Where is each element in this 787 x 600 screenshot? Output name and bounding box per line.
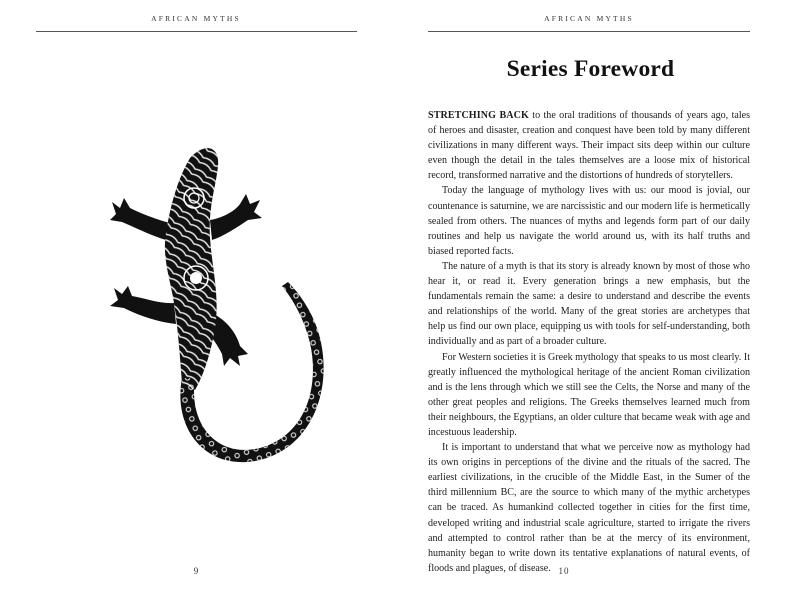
paragraph-5: It is important to understand that what we perceive now as mythology had its own origins in perceptions of the divine and the rituals of the sacred. The earliest civilizations, in the crucible of the Middle East, in the Sumer of the third millennium BC, are the source to which many of the mythic archetypes can be traced. As humankind collected together in cities for the first time, developed writing and industrial scale agriculture, started to irrigate the rivers and attempted to control rather than be at the mercy of its environment, humanity began to write down its tentative explanations of natural events, of floods and plagues, of disease. — [428, 442, 750, 574]
left-page — [0, 0, 393, 600]
paragraph-2: Today the language of mythology lives with us: our mood is jovial, our countenance is saturnine, we are narcissistic and our modern life is hermetically sealed from others. The nuances of myths and legends form part of our daily routines and help us navigate the world around us, with its half truths and biased reported facts. — [428, 185, 750, 257]
right-page-number: 10 — [558, 566, 570, 576]
paragraph-1-text: to the oral traditions of thousands of years ago, tales of heroes and disaster, creation and conquest have been told by many different civilizations in many different ways. Their impact sits deep within our culture even though the detail in the tales themselves are a loose mix of historical record, transformed narrative and the distortions of hundreds of storytellers. — [428, 110, 750, 182]
right-running-head: AFRICAN MYTHS — [544, 14, 634, 23]
paragraph-4: For Western societies it is Greek mythology that speaks to us most clearly. It greatly influenced the mythological heritage of the ancient Roman civilization and is the lens through which we still see the Celts, the Norse and many of the other great peoples and religions. The Greeks themselves learned much from their neighbours, the Egyptians, an older culture that became weak with age and incestuous leadership. — [428, 351, 750, 438]
paragraph-3: The nature of a myth is that its story is already known by most of those who hear it, or read it. Every generation brings a new emphasis, but the fundamentals remain the same: a desire to understand and describe the events and relationships of the world. Many of the great stories are archetypes that help us find our own place, equipping us with tools for self-understanding, both individually and as part of a broader culture. — [428, 260, 750, 348]
lead-in: STRETCHING BACK — [428, 110, 529, 121]
right-header-rule — [428, 31, 750, 32]
foreword-body — [428, 108, 750, 576]
gecko-illustration-icon — [70, 128, 330, 468]
left-header-rule — [36, 31, 357, 32]
left-page-number: 9 — [193, 566, 199, 576]
paragraph-1 — [428, 108, 750, 183]
right-page — [394, 0, 787, 600]
left-running-head: AFRICAN MYTHS — [151, 14, 241, 23]
chapter-title: Series Foreword — [506, 56, 675, 82]
